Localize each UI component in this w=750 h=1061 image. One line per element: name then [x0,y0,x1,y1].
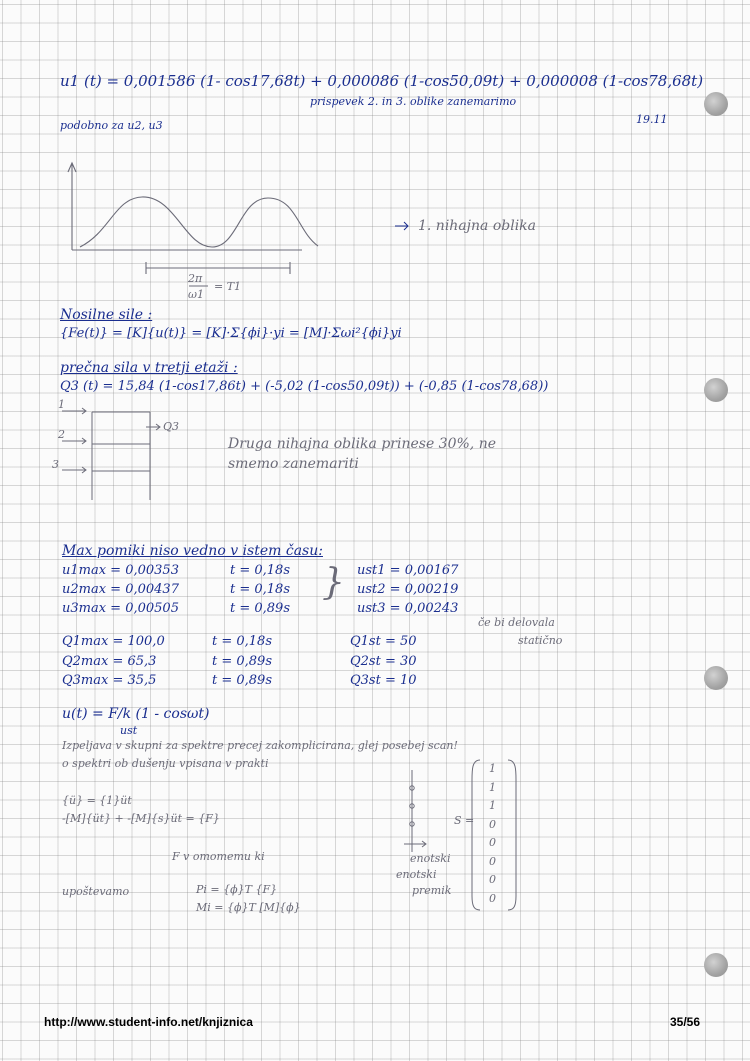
u1-max: u1max = 0,00353 [62,563,179,578]
t1-value: t = 0,18s [230,563,290,578]
footer-url[interactable]: http://www.student-info.net/knjiznica [44,1015,253,1029]
similar-note: podobno za u2, u3 [60,119,163,132]
q3-max: Q3max = 35,5 [62,673,157,688]
first-mode-label: 1. nihajna oblika [418,218,536,234]
t2-value: t = 0,18s [230,582,290,597]
replaced-note: F v omomemu ki [172,850,265,863]
ust3-value: ust3 = 0,00243 [357,601,459,616]
page-mark: 19.11 [636,113,668,126]
ust2-value: ust2 = 0,00219 [357,582,459,597]
u3-max: u3max = 0,00505 [62,601,179,616]
vector-bracket-left [472,760,480,910]
q2st-value: Q2st = 30 [350,654,417,669]
tq1-value: t = 0,18s [212,634,272,649]
floor-label-1: 1 [58,398,65,411]
second-mode-note-1: Druga nihajna oblika prinese 30%, ne [228,436,497,452]
mi-equation: Mi = {ϕ}T [M]{ϕ} [196,901,301,914]
loads-heading: Nosilne sile : [60,307,153,323]
max-heading: Max pomiki niso vedno v istem času: [62,543,323,559]
static-note-1: če bi delovala [478,616,555,629]
consider-label: upoštevamo [62,885,130,898]
shear-equation: Q3 (t) = 15,84 (1-cos17,86t) + (-5,02 (1-cos50,09t)) + (-0,85 (1-cos78,68)) [60,379,549,394]
q3-label: Q3 [163,420,180,433]
q2-max: Q2max = 65,3 [62,654,157,669]
vector-entry: 0 [489,873,496,886]
period-label: = T1 [214,280,242,293]
pi-equation: Pi = {ϕ}T {F} [196,883,278,896]
unit-note-3: premik [412,884,452,897]
fraction-numerator: 2π [188,272,203,285]
ust-subscript: ust [120,724,138,737]
shear-heading: prečna sila v tretji etaži : [60,360,238,376]
vector-entry: 0 [489,891,496,905]
eq-motion-2: -[M]{üt} + -[M]{s}üt = {F} [62,812,220,825]
vector-bracket-right [508,760,516,910]
vector-entry: 1 [489,799,496,812]
static-note-2: statično [518,634,563,647]
vector-entry: 1 [489,780,496,794]
loads-equation: {Fe(t)} = [K]{u(t)} = [K]·Σ{ϕi}·yi = [M]·Σωi²{ϕi}yi [60,326,402,341]
contribution-note: prispevek 2. in 3. oblike zanemarimo [310,95,517,108]
tq2-value: t = 0,89s [212,654,272,669]
q1st-value: Q1st = 50 [350,634,417,649]
vector-entry: 1 [489,762,496,775]
floor-label-2: 2 [58,428,65,441]
footer-page-number: 35/56 [670,1015,701,1029]
q1-max: Q1max = 100,0 [62,634,165,649]
fraction-denominator: ω1 [188,288,204,301]
brace: } [322,562,345,603]
unit-note-2: enotski [396,868,437,881]
s-label: S = [454,814,475,827]
t3-value: t = 0,89s [230,601,290,616]
spectra-note-2: o spektri ob dušenju vpisana v prakti [62,757,269,770]
unit-note-1: enotski [410,852,451,865]
equation-u1: u1 (t) = 0,001586 (1- cos17,68t) + 0,000086 (1-cos50,09t) + 0,000008 (1-cos78,68t) [60,72,704,90]
vector-entry: 0 [489,854,496,868]
ust1-value: ust1 = 0,00167 [357,563,459,578]
ut-equation: u(t) = F/k (1 - cosωt) [62,706,210,722]
tq3-value: t = 0,89s [212,673,272,688]
q3st-value: Q3st = 10 [350,673,417,688]
vector-entry: 0 [489,836,496,849]
vector-entry: 0 [489,817,496,831]
floor-label-3: 3 [52,458,59,471]
second-mode-note-2: smemo zanemariti [228,456,359,472]
eq-motion-1: {ü} = {1}üt [62,794,132,807]
u2-max: u2max = 0,00437 [62,582,179,597]
spectra-note-1: Izpeljava v skupni za spektre precej zakomplicirana, glej posebej scan! [62,739,458,752]
